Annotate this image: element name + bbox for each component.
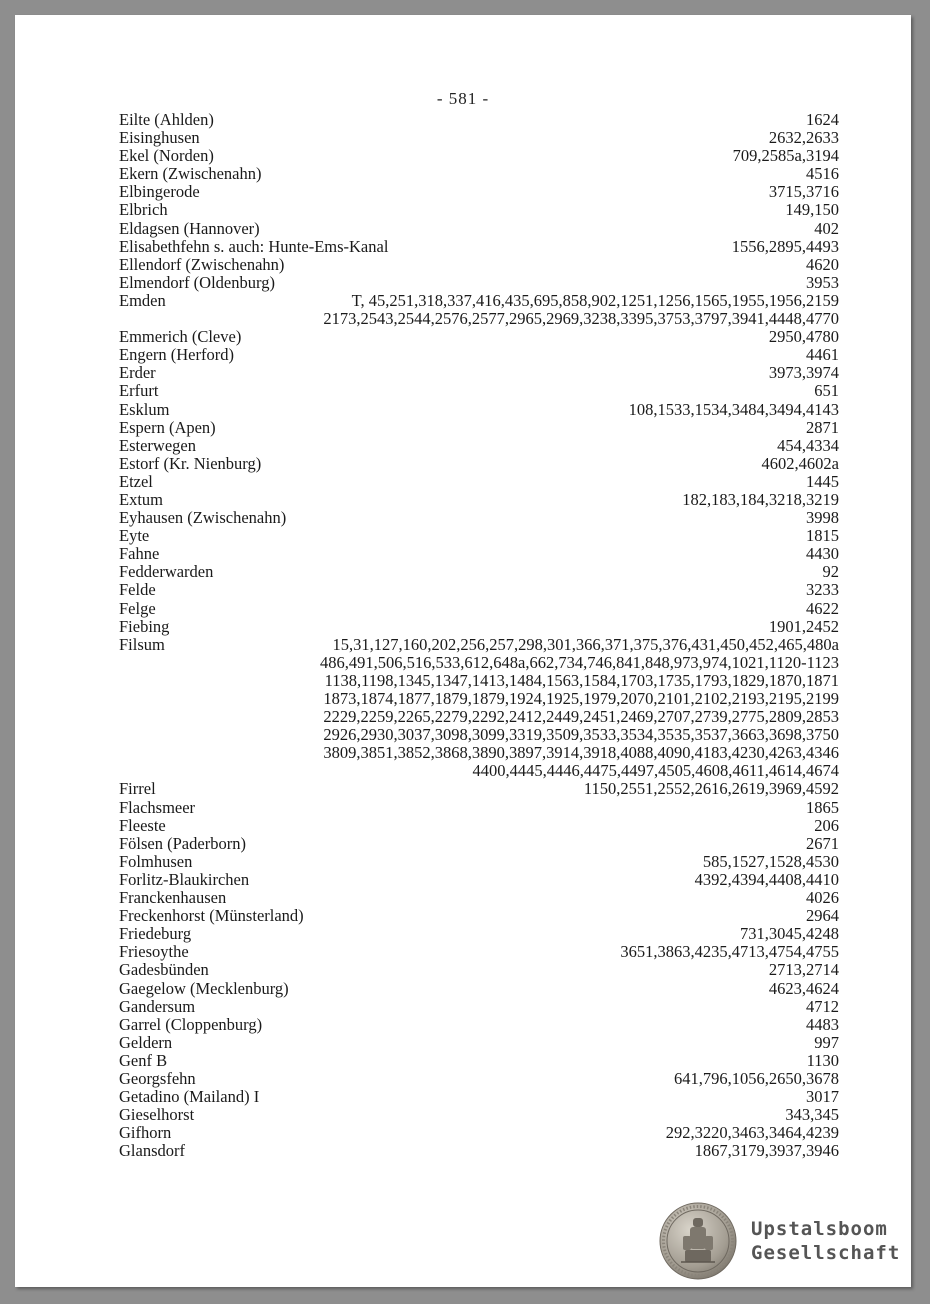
index-entry bbox=[119, 998, 839, 1016]
place-name: Ellendorf (Zwischenahn) bbox=[119, 254, 285, 274]
place-name: Ekern (Zwischenahn) bbox=[119, 164, 262, 184]
reference-numbers: 4516 bbox=[806, 164, 839, 184]
index-entry bbox=[119, 636, 839, 781]
reference-numbers: 1624 bbox=[806, 110, 839, 129]
reference-numbers: 2871 bbox=[806, 417, 839, 437]
place-name: Fedderwarden bbox=[119, 562, 214, 582]
reference-numbers: 3017 bbox=[806, 1087, 839, 1107]
place-name: Felde bbox=[119, 580, 156, 600]
index-entry bbox=[119, 581, 839, 599]
place-name: Eyte bbox=[119, 526, 150, 546]
index-entry bbox=[119, 437, 839, 455]
index-entry bbox=[119, 220, 839, 238]
index-entry bbox=[119, 925, 839, 943]
index-entry bbox=[119, 1034, 839, 1052]
index-entry bbox=[119, 491, 839, 509]
index-entry bbox=[119, 563, 839, 581]
index-entry bbox=[119, 1088, 839, 1106]
reference-numbers: 1901,2452 bbox=[768, 616, 839, 636]
place-name: Friesoythe bbox=[119, 942, 189, 962]
society-logo-text bbox=[751, 1217, 900, 1265]
place-name: Gandersum bbox=[119, 996, 196, 1016]
reference-numbers: 709,2585a,3194 bbox=[732, 146, 839, 166]
index-entry bbox=[119, 274, 839, 292]
upstalsboom-seal-icon bbox=[659, 1202, 737, 1280]
reference-numbers: 4602,4602a bbox=[761, 453, 839, 473]
reference-numbers: 402 bbox=[814, 218, 839, 238]
index-entry bbox=[119, 346, 839, 364]
reference-numbers: 3715,3716 bbox=[768, 182, 839, 202]
reference-numbers: 3233 bbox=[806, 580, 839, 600]
place-name: Etzel bbox=[119, 471, 153, 491]
index-entry bbox=[119, 799, 839, 817]
index-entry bbox=[119, 364, 839, 382]
reference-numbers: 4430 bbox=[806, 544, 839, 564]
logo-line-1: Upstalsboom bbox=[751, 1218, 888, 1240]
place-name: Eldagsen (Hannover) bbox=[119, 218, 260, 238]
index-entry bbox=[119, 1106, 839, 1124]
place-name: Eisinghusen bbox=[119, 128, 200, 148]
index-entry bbox=[119, 455, 839, 473]
place-name: Freckenhorst (Münsterland) bbox=[119, 906, 304, 926]
place-name: Glansdorf bbox=[119, 1141, 185, 1161]
place-name: Esklum bbox=[119, 399, 170, 419]
place-name: Erfurt bbox=[119, 381, 159, 401]
reference-numbers: 4623,4624 bbox=[768, 978, 839, 998]
index-entry bbox=[119, 907, 839, 925]
reference-numbers: 3651,3863,4235,4713,4754,4755 bbox=[620, 942, 839, 962]
place-name: Genf B bbox=[119, 1050, 168, 1070]
place-name: Geldern bbox=[119, 1032, 173, 1052]
index-entry bbox=[119, 401, 839, 419]
place-name: Fölsen (Paderborn) bbox=[119, 833, 246, 853]
reference-numbers: 4392,4394,4408,4410 bbox=[694, 869, 839, 889]
index-entry bbox=[119, 382, 839, 400]
place-name: Espern (Apen) bbox=[119, 417, 216, 437]
reference-numbers: 1873,1874,1877,1879,1879,1924,1925,1979,2070,2101,2102,2193,2195,2199 bbox=[323, 689, 839, 708]
index-entry bbox=[119, 147, 839, 165]
place-name: Getadino (Mailand) I bbox=[119, 1087, 260, 1107]
reference-numbers: 4461 bbox=[806, 345, 839, 365]
index-entry bbox=[119, 1070, 839, 1088]
reference-numbers: 4622 bbox=[806, 598, 839, 618]
place-name: Fleeste bbox=[119, 815, 166, 835]
reference-numbers: 1556,2895,4493 bbox=[731, 236, 839, 256]
index-entry bbox=[119, 111, 839, 129]
reference-numbers: 2671 bbox=[806, 833, 839, 853]
index-entry bbox=[119, 256, 839, 274]
place-name: Eilte (Ahlden) bbox=[119, 110, 214, 129]
place-name: Emmerich (Cleve) bbox=[119, 327, 242, 347]
reference-numbers: 1130 bbox=[806, 1050, 839, 1070]
place-name: Garrel (Cloppenburg) bbox=[119, 1014, 263, 1034]
index-entry bbox=[119, 600, 839, 618]
reference-numbers: 2964 bbox=[806, 906, 839, 926]
index-entry bbox=[119, 328, 839, 346]
place-name: Georgsfehn bbox=[119, 1068, 196, 1088]
index-entry bbox=[119, 1052, 839, 1070]
reference-numbers: 4483 bbox=[806, 1014, 839, 1034]
place-name: Gaegelow (Mecklenburg) bbox=[119, 978, 289, 998]
index-entry bbox=[119, 473, 839, 491]
reference-numbers: 4026 bbox=[806, 888, 839, 908]
index-entry bbox=[119, 183, 839, 201]
index-entry bbox=[119, 527, 839, 545]
reference-numbers: 108,1533,1534,3484,3494,4143 bbox=[628, 399, 839, 419]
place-name: Franckenhausen bbox=[119, 888, 227, 908]
place-name: Gadesbünden bbox=[119, 960, 209, 980]
index-entry bbox=[119, 201, 839, 219]
reference-numbers: 2632,2633 bbox=[768, 128, 839, 148]
logo-line-2: Gesellschaft bbox=[751, 1242, 901, 1264]
index-entry bbox=[119, 835, 839, 853]
index-entry bbox=[119, 1124, 839, 1142]
reference-numbers: 4400,4445,4446,4475,4497,4505,4608,4611,4614,4674 bbox=[472, 761, 839, 781]
index-entry bbox=[119, 889, 839, 907]
place-name: Erder bbox=[119, 363, 156, 383]
reference-numbers: 3809,3851,3852,3868,3890,3897,3914,3918,4088,4090,4183,4230,4263,4346 bbox=[323, 743, 839, 763]
place-name: Forlitz-Blaukirchen bbox=[119, 869, 250, 889]
reference-numbers: 2229,2259,2265,2279,2292,2412,2449,2451,2469,2707,2739,2775,2809,2853 bbox=[323, 707, 839, 727]
index-entry bbox=[119, 1016, 839, 1034]
place-name: Elisabethfehn s. auch: Hunte-Ems-Kanal bbox=[119, 236, 389, 256]
place-index-list bbox=[119, 111, 839, 1160]
reference-numbers: 3953 bbox=[806, 272, 839, 292]
reference-numbers: 585,1527,1528,4530 bbox=[702, 851, 839, 871]
reference-numbers: 15,31,127,160,202,256,257,298,301,366,371,375,376,431,450,452,465,480a bbox=[332, 634, 839, 654]
reference-numbers: 343,345 bbox=[785, 1105, 839, 1125]
place-name: Elbrich bbox=[119, 200, 168, 220]
reference-numbers: 149,150 bbox=[785, 200, 839, 220]
place-name: Elmendorf (Oldenburg) bbox=[119, 272, 275, 292]
reference-numbers: 486,491,506,516,533,612,648a,662,734,746,841,848,973,974,1021,1120-1123 bbox=[320, 652, 839, 672]
index-entry bbox=[119, 238, 839, 256]
index-entry bbox=[119, 419, 839, 437]
place-name: Estorf (Kr. Nienburg) bbox=[119, 453, 262, 473]
reference-numbers: 2926,2930,3037,3098,3099,3319,3509,3533,3534,3535,3537,3663,3698,3750 bbox=[323, 725, 839, 745]
index-entry bbox=[119, 961, 839, 979]
index-entry bbox=[119, 780, 839, 798]
index-entry bbox=[119, 545, 839, 563]
place-name: Filsum bbox=[119, 634, 165, 654]
reference-numbers: 182,183,184,3218,3219 bbox=[682, 489, 839, 509]
reference-numbers: 292,3220,3463,3464,4239 bbox=[665, 1123, 839, 1143]
reference-numbers: 1865 bbox=[806, 797, 839, 817]
place-name: Eyhausen (Zwischenahn) bbox=[119, 508, 287, 528]
index-entry bbox=[119, 853, 839, 871]
reference-numbers: 1867,3179,3937,3946 bbox=[694, 1141, 839, 1161]
index-entry bbox=[119, 618, 839, 636]
place-name: Felge bbox=[119, 598, 156, 618]
index-entry bbox=[119, 1142, 839, 1160]
reference-numbers: T, 45,251,318,337,416,435,695,858,902,1251,1256,1565,1955,1956,2159 bbox=[351, 290, 839, 310]
index-entry bbox=[119, 943, 839, 961]
reference-numbers: 2950,4780 bbox=[768, 327, 839, 347]
place-name: Gifhorn bbox=[119, 1123, 172, 1143]
index-entry bbox=[119, 165, 839, 183]
reference-numbers: 1445 bbox=[806, 471, 839, 491]
index-entry bbox=[119, 129, 839, 147]
index-entry bbox=[119, 817, 839, 835]
reference-numbers: 4620 bbox=[806, 254, 839, 274]
place-name: Fiebing bbox=[119, 616, 170, 636]
reference-numbers: 3973,3974 bbox=[768, 363, 839, 383]
reference-numbers: 731,3045,4248 bbox=[740, 924, 839, 944]
index-entry bbox=[119, 509, 839, 527]
place-name: Extum bbox=[119, 489, 163, 509]
reference-numbers: 651 bbox=[814, 381, 839, 401]
reference-numbers: 4712 bbox=[806, 996, 839, 1016]
place-name: Folmhusen bbox=[119, 851, 193, 871]
place-name: Engern (Herford) bbox=[119, 345, 234, 365]
index-entry bbox=[119, 292, 839, 328]
reference-numbers: 206 bbox=[814, 815, 839, 835]
reference-numbers: 3998 bbox=[806, 508, 839, 528]
place-name: Emden bbox=[119, 290, 166, 310]
reference-numbers: 997 bbox=[814, 1032, 839, 1052]
place-name: Friedeburg bbox=[119, 924, 192, 944]
reference-numbers: 641,796,1056,2650,3678 bbox=[674, 1068, 839, 1088]
place-name: Firrel bbox=[119, 779, 156, 799]
page-number: - 581 - bbox=[436, 89, 490, 108]
place-name: Esterwegen bbox=[119, 435, 196, 455]
place-name: Gieselhorst bbox=[119, 1105, 195, 1125]
place-name: Elbingerode bbox=[119, 182, 200, 202]
reference-numbers: 2713,2714 bbox=[768, 960, 839, 980]
document-page bbox=[15, 15, 911, 1287]
index-entry bbox=[119, 980, 839, 998]
place-name: Ekel (Norden) bbox=[119, 146, 214, 166]
index-entry bbox=[119, 871, 839, 889]
reference-numbers: 1150,2551,2552,2616,2619,3969,4592 bbox=[583, 779, 839, 799]
reference-numbers: 2173,2543,2544,2576,2577,2965,2969,3238,3395,3753,3797,3941,4448,4770 bbox=[323, 309, 839, 329]
place-name: Fahne bbox=[119, 544, 160, 564]
reference-numbers: 454,4334 bbox=[777, 435, 839, 455]
reference-numbers: 1815 bbox=[806, 526, 839, 546]
reference-numbers: 92 bbox=[822, 562, 839, 582]
reference-numbers: 1138,1198,1345,1347,1413,1484,1563,1584,1703,1735,1793,1829,1870,1871 bbox=[324, 670, 839, 690]
place-name: Flachsmeer bbox=[119, 797, 196, 817]
